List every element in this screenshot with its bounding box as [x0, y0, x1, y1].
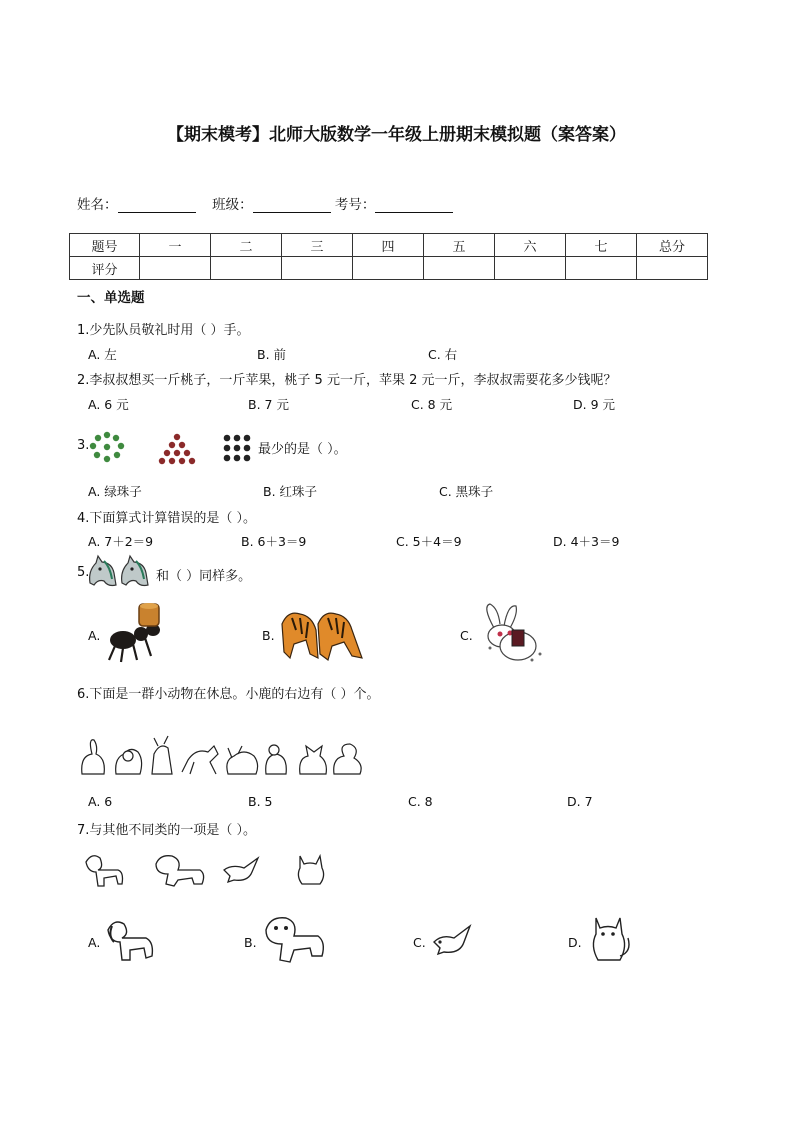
- question-3-text: 最少的是（ ）。: [258, 442, 347, 457]
- question-2: 2.李叔叔想买一斤桃子，一斤苹果，桃子 5 元一斤，苹果 2 元一斤，李叔叔需要花多少钱呢？: [77, 373, 617, 388]
- score-table-cell: 三: [282, 234, 353, 257]
- score-table-cell: 题号: [70, 234, 140, 257]
- q6-option-c[interactable]: C. 8: [408, 794, 433, 809]
- q6-option-a[interactable]: A. 6: [88, 794, 113, 809]
- score-table-cell: 四: [353, 234, 424, 257]
- score-table: [69, 233, 708, 280]
- q7-option-d[interactable]: D.: [568, 935, 582, 950]
- exam-no-label: 考号：: [334, 197, 376, 213]
- page-title: 【期末模考】北师大版数学一年级上册期末模拟题（案答案）: [167, 125, 626, 145]
- class-field[interactable]: [253, 198, 331, 213]
- score-table-cell: 总分: [637, 234, 708, 257]
- question-5-number: 5.: [77, 565, 90, 580]
- q3-option-c[interactable]: C. 黑珠子: [439, 484, 494, 499]
- score-table-cell: 二: [211, 234, 282, 257]
- horse-heads-image: [86, 553, 152, 589]
- rabbit-image: [474, 602, 546, 664]
- score-input-cell[interactable]: [282, 257, 353, 280]
- q5-option-a[interactable]: A.: [88, 628, 101, 643]
- name-label: 姓名：: [77, 197, 118, 213]
- question-3-number: 3.: [77, 438, 90, 453]
- score-input-cell[interactable]: [566, 257, 637, 280]
- dog-icon: [104, 916, 156, 964]
- q7-option-a[interactable]: A.: [88, 935, 101, 950]
- class-label: 班级：: [212, 197, 253, 213]
- score-row-label: 评分: [70, 257, 140, 280]
- q7-animals-row: [82, 848, 332, 890]
- score-input-cell[interactable]: [353, 257, 424, 280]
- q7-option-c[interactable]: C.: [413, 935, 426, 950]
- score-table-cell: 一: [140, 234, 211, 257]
- exam-no-field[interactable]: [375, 198, 453, 213]
- q5-option-b[interactable]: B.: [262, 628, 275, 643]
- puppy-icon: [260, 912, 328, 968]
- q3-option-b[interactable]: B. 红珠子: [263, 484, 318, 499]
- q4-option-d[interactable]: D. 4＋3＝9: [553, 534, 620, 549]
- q3-option-a[interactable]: A. 绿珠子: [88, 484, 142, 499]
- score-table-cell: 七: [566, 234, 637, 257]
- score-table-cell: 五: [424, 234, 495, 257]
- bird-icon: [430, 922, 478, 958]
- score-input-cell[interactable]: [495, 257, 566, 280]
- section-heading: 一、单选题: [77, 290, 145, 306]
- q7-option-b[interactable]: B.: [244, 935, 257, 950]
- q2-option-d[interactable]: D. 9 元: [573, 397, 615, 412]
- q1-option-c[interactable]: C. 右: [428, 347, 458, 362]
- q6-option-d[interactable]: D. 7: [567, 794, 593, 809]
- q1-option-a[interactable]: A. 左: [88, 347, 117, 362]
- tigers-image: [278, 604, 368, 662]
- q4-option-a[interactable]: A. 7＋2＝9: [88, 534, 154, 549]
- resting-animals-image: [78, 734, 368, 782]
- q4-option-c[interactable]: C. 5＋4＝9: [396, 534, 462, 549]
- q4-option-b[interactable]: B. 6＋3＝9: [241, 534, 307, 549]
- question-7: 7.与其他不同类的一项是（ ）。: [77, 823, 257, 838]
- score-table-cell: 六: [495, 234, 566, 257]
- q1-option-b[interactable]: B. 前: [257, 347, 287, 362]
- green-beads-image: [88, 430, 126, 464]
- name-field[interactable]: [118, 198, 196, 213]
- score-input-cell[interactable]: [140, 257, 211, 280]
- student-info-row: [77, 193, 453, 213]
- q5-option-c[interactable]: C.: [460, 628, 473, 643]
- black-beads-image: [222, 433, 254, 467]
- score-input-cell[interactable]: [637, 257, 708, 280]
- cat-icon: [588, 912, 634, 968]
- q2-option-b[interactable]: B. 7 元: [248, 397, 289, 412]
- question-5-text: 和（ ）同样多。: [156, 569, 252, 584]
- score-table-score-row: [70, 257, 708, 280]
- ants-image: [101, 600, 167, 666]
- score-input-cell[interactable]: [211, 257, 282, 280]
- question-6: 6.下面是一群小动物在休息。小鹿的右边有（ ）个。: [77, 687, 380, 702]
- question-1: 1.少先队员敬礼时用（ ）手。: [77, 323, 250, 338]
- q2-option-a[interactable]: A. 6 元: [88, 397, 129, 412]
- question-4: 4.下面算式计算错误的是（ ）。: [77, 511, 257, 526]
- score-table-header-row: [70, 234, 708, 257]
- score-input-cell[interactable]: [424, 257, 495, 280]
- red-beads-image: [157, 432, 197, 466]
- q6-option-b[interactable]: B. 5: [248, 794, 273, 809]
- q2-option-c[interactable]: C. 8 元: [411, 397, 453, 412]
